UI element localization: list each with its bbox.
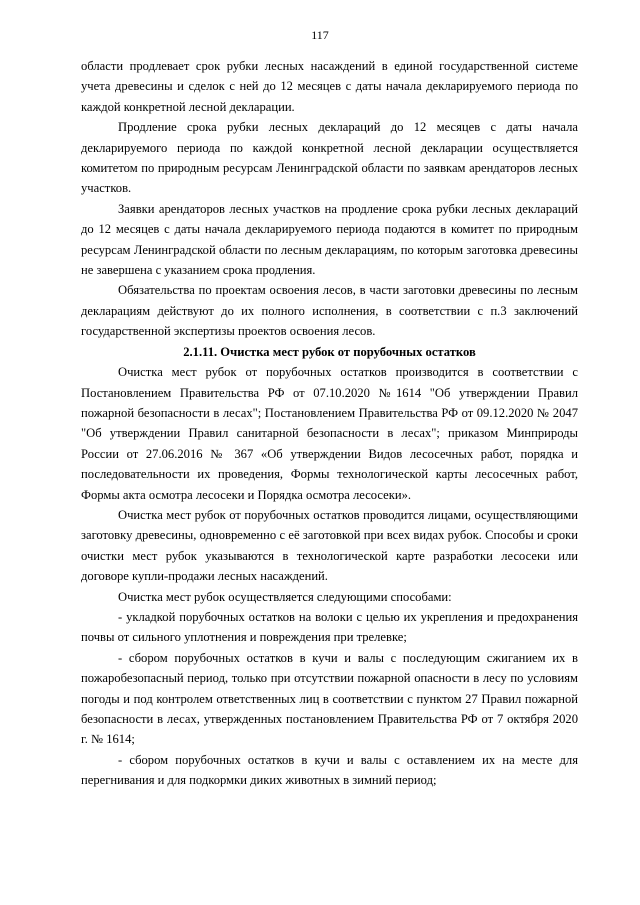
paragraph: Продление срока рубки лесных деклараций до 12 месяцев с даты начала декларируемого периода по каждой конкретной лесной декларации осуществляется комитетом по природным ресурсам Ленинградской области по заявкам арендаторов лесных участков.: [81, 120, 578, 196]
page-number: 117: [311, 28, 329, 42]
section-heading: 2.1.11. Очистка мест рубок от порубочных остатков: [183, 344, 476, 359]
paragraph: Очистка мест рубок осуществляется следующими способами:: [118, 589, 452, 604]
paragraph: Очистка мест рубок от порубочных остатков производится в соответствии с Постановлением Правительства РФ от 07.10.2020 №1614 "Об утверждении Правил пожарной безопасности в лесах"; Постановлением Правительства РФ от 09.12.2020 № 2047 "Об утверждении Правил санитарной безопасности в лесах"; приказом Минприроды России от 27.06.2016 № 367 «Об утверждении Видов лесосечных работ, порядка и последовательности их проведения, Формы технологической карты лесосечных работ, Формы акта осмотра лесосеки и Порядка осмотра лесосеки».: [81, 365, 578, 502]
list-item: - сбором порубочных остатков в кучи и валы с последующим сжиганием их в пожаробезопасный период, только при отсутствии пожарной опасности в лесу по условиям погоды и под контролем ответственных лиц в соответствии с пунктом 27 Правил пожарной безопасности в лесах, утвержденных постановлением Правительства РФ от 7 октября 2020 г. № 1614;: [81, 650, 578, 747]
document-body: [81, 56, 578, 791]
list-item: - сбором порубочных остатков в кучи и валы с оставлением их на месте для перегнивания и для подкормки диких животных в зимний период;: [81, 752, 578, 788]
paragraph: Очистка мест рубок от порубочных остатков проводится лицами, осуществляющими заготовку древесины, одновременно с её заготовкой при всех видах рубок. Способы и сроки очистки мест рубок указываются в технологической карте разработки лесосеки или договоре купли-продажи лесных насаждений.: [81, 507, 578, 584]
paragraph: Обязательства по проектам освоения лесов, в части заготовки древесины по лесным декларациям действуют до их полного исполнения, в соответствии с п.3 заключений государственной экспертизы проектов освоения лесов.: [81, 283, 578, 339]
paragraph-continuation: области продлевает срок рубки лесных насаждений в единой государственной системе учета древесины и сделок с ней до 12 месяцев с даты начала декларируемого периода по каждой конкретной лесной декларации.: [81, 59, 578, 114]
list-item: - укладкой порубочных остатков на волоки с целью их укрепления и предохранения почвы от сильного уплотнения и повреждения при трелевке;: [81, 609, 578, 645]
paragraph: Заявки арендаторов лесных участков на продление срока рубки лесных деклараций до 12 месяцев с даты начала декларируемого периода подаются в комитет по природным ресурсам Ленинградской области по лесным декларациям, по которым заготовка древесины не завершена с указанием срока продления.: [81, 201, 578, 278]
